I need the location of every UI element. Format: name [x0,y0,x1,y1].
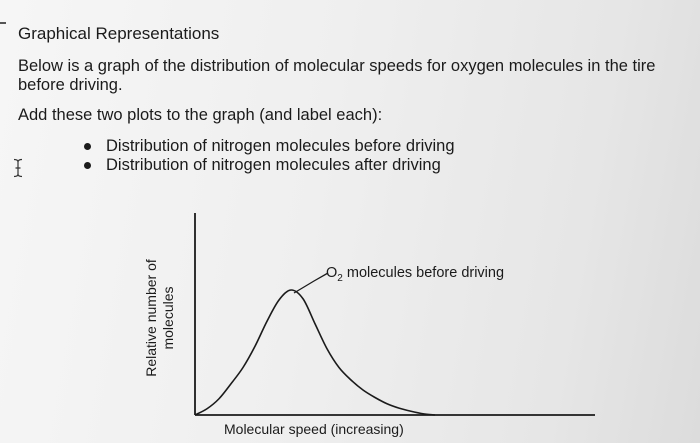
bullet-text: Distribution of nitrogen molecules after driving [106,156,441,174]
instruction-text: Add these two plots to the graph (and label each): [18,106,383,124]
series-annotation-label [326,265,504,284]
intro-line-1: Below is a graph of the distribution of molecular speeds for oxygen molecules in the tire [18,57,656,75]
y-axis-label-line-1: Relative number of [143,259,159,377]
bullet-text: Distribution of nitrogen molecules before driving [106,137,455,155]
annotation-subscript: 2 [337,272,343,284]
y-axis-label [143,259,177,377]
section-heading: Graphical Representations [18,24,220,43]
annotation-text: molecules before driving [342,265,505,281]
intro-line-2: before driving. [18,76,123,94]
annotation-leader-line [294,273,328,293]
annotation-prefix: O [326,265,338,281]
x-axis-label: Molecular speed (increasing) [224,421,404,437]
o2-before-driving-curve [195,290,435,415]
y-axis-label-line-2: molecules [160,286,176,350]
